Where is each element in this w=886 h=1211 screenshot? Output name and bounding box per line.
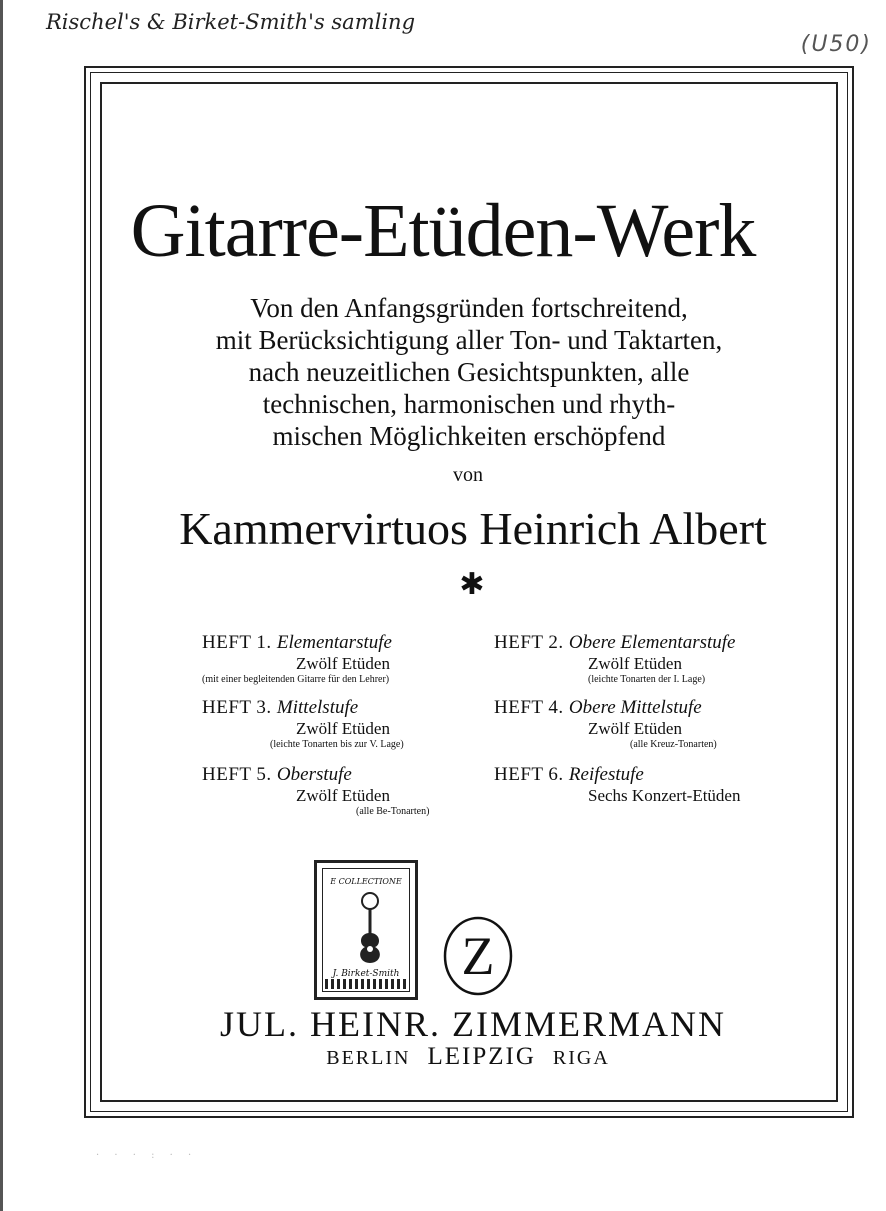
- volume-1: [202, 632, 502, 687]
- volume-count: Zwölf Etüden: [296, 786, 390, 805]
- guitar-icon: [351, 891, 389, 965]
- subtitle-line: nach neuzeitlichen Gesichtspunkten, alle: [248, 357, 690, 387]
- volume-count: Zwölf Etüden: [296, 719, 390, 738]
- volume-count: Zwölf Etüden: [296, 654, 390, 673]
- volume-note: (mit einer begleitenden Gitarre für den Lehrer): [202, 674, 390, 685]
- volume-2: [494, 632, 794, 687]
- volume-3: [202, 697, 502, 752]
- volume-level: Oberstufe: [276, 764, 352, 785]
- logo-letter: Z: [461, 926, 495, 986]
- volume-level: Reifestufe: [568, 764, 644, 785]
- volume-note: (leichte Tonarten bis zur V. Lage): [270, 739, 404, 750]
- author-name: Kammervirtuos Heinrich Albert: [179, 503, 767, 554]
- volume-level: Elementarstufe: [276, 632, 392, 653]
- subtitle: [100, 292, 838, 452]
- star-ornament: ✱: [459, 567, 485, 602]
- volume-label: HEFT 6.: [494, 764, 564, 785]
- publisher-logo-icon: [440, 914, 516, 998]
- subtitle-line: mischen Möglichkeiten erschöpfend: [272, 421, 666, 451]
- subtitle-line: technischen, harmonischen und rhyth-: [262, 389, 676, 419]
- volume-note: (alle Kreuz-Tonarten): [630, 739, 717, 750]
- volume-note: (leichte Tonarten der I. Lage): [588, 674, 706, 685]
- volume-4: [494, 697, 794, 752]
- catalog-number: (U50): [800, 32, 872, 57]
- volume-label: HEFT 1.: [202, 632, 272, 653]
- volume-label: HEFT 3.: [202, 697, 272, 718]
- volume-label: HEFT 2.: [494, 632, 564, 653]
- city: BERLIN: [326, 1047, 411, 1069]
- volume-6: [494, 764, 794, 805]
- subtitle-line: Von den Anfangsgründen fortschreitend,: [250, 293, 688, 323]
- volume-label: HEFT 5.: [202, 764, 272, 785]
- city: LEIPZIG: [427, 1043, 536, 1070]
- volume-count: Sechs Konzert-Etüden: [588, 786, 741, 805]
- publisher-name: JUL. HEINR. ZIMMERMANN: [220, 1004, 726, 1044]
- volume-count: Zwölf Etüden: [588, 719, 682, 738]
- volume-count: Zwölf Etüden: [588, 654, 682, 673]
- stamp-border-band: [325, 979, 407, 989]
- volume-level: Obere Elementarstufe: [568, 632, 736, 653]
- stamp-signature: J. Birket-Smith: [332, 969, 400, 979]
- handwritten-collection-note: Rischel's & Birket-Smith's samling: [46, 10, 416, 34]
- volume-label: HEFT 4.: [494, 697, 564, 718]
- volume-5: [202, 764, 502, 819]
- collection-stamp: [314, 860, 418, 1000]
- city: RIGA: [552, 1047, 610, 1069]
- volume-level: Mittelstufe: [276, 697, 359, 718]
- subtitle-line: mit Berücksichtigung aller Ton- und Taktarten,: [215, 325, 723, 355]
- volume-note: (alle Be-Tonarten): [356, 806, 430, 817]
- stamp-top-text: E COLLECTIONE: [330, 877, 402, 886]
- paper-specks: · · · : · ·: [96, 1150, 198, 1161]
- by-label: von: [453, 464, 483, 486]
- page-title: Gitarre-Etüden-Werk: [130, 189, 756, 273]
- publisher-cities: [0, 1044, 886, 1071]
- volume-level: Obere Mittelstufe: [568, 697, 702, 718]
